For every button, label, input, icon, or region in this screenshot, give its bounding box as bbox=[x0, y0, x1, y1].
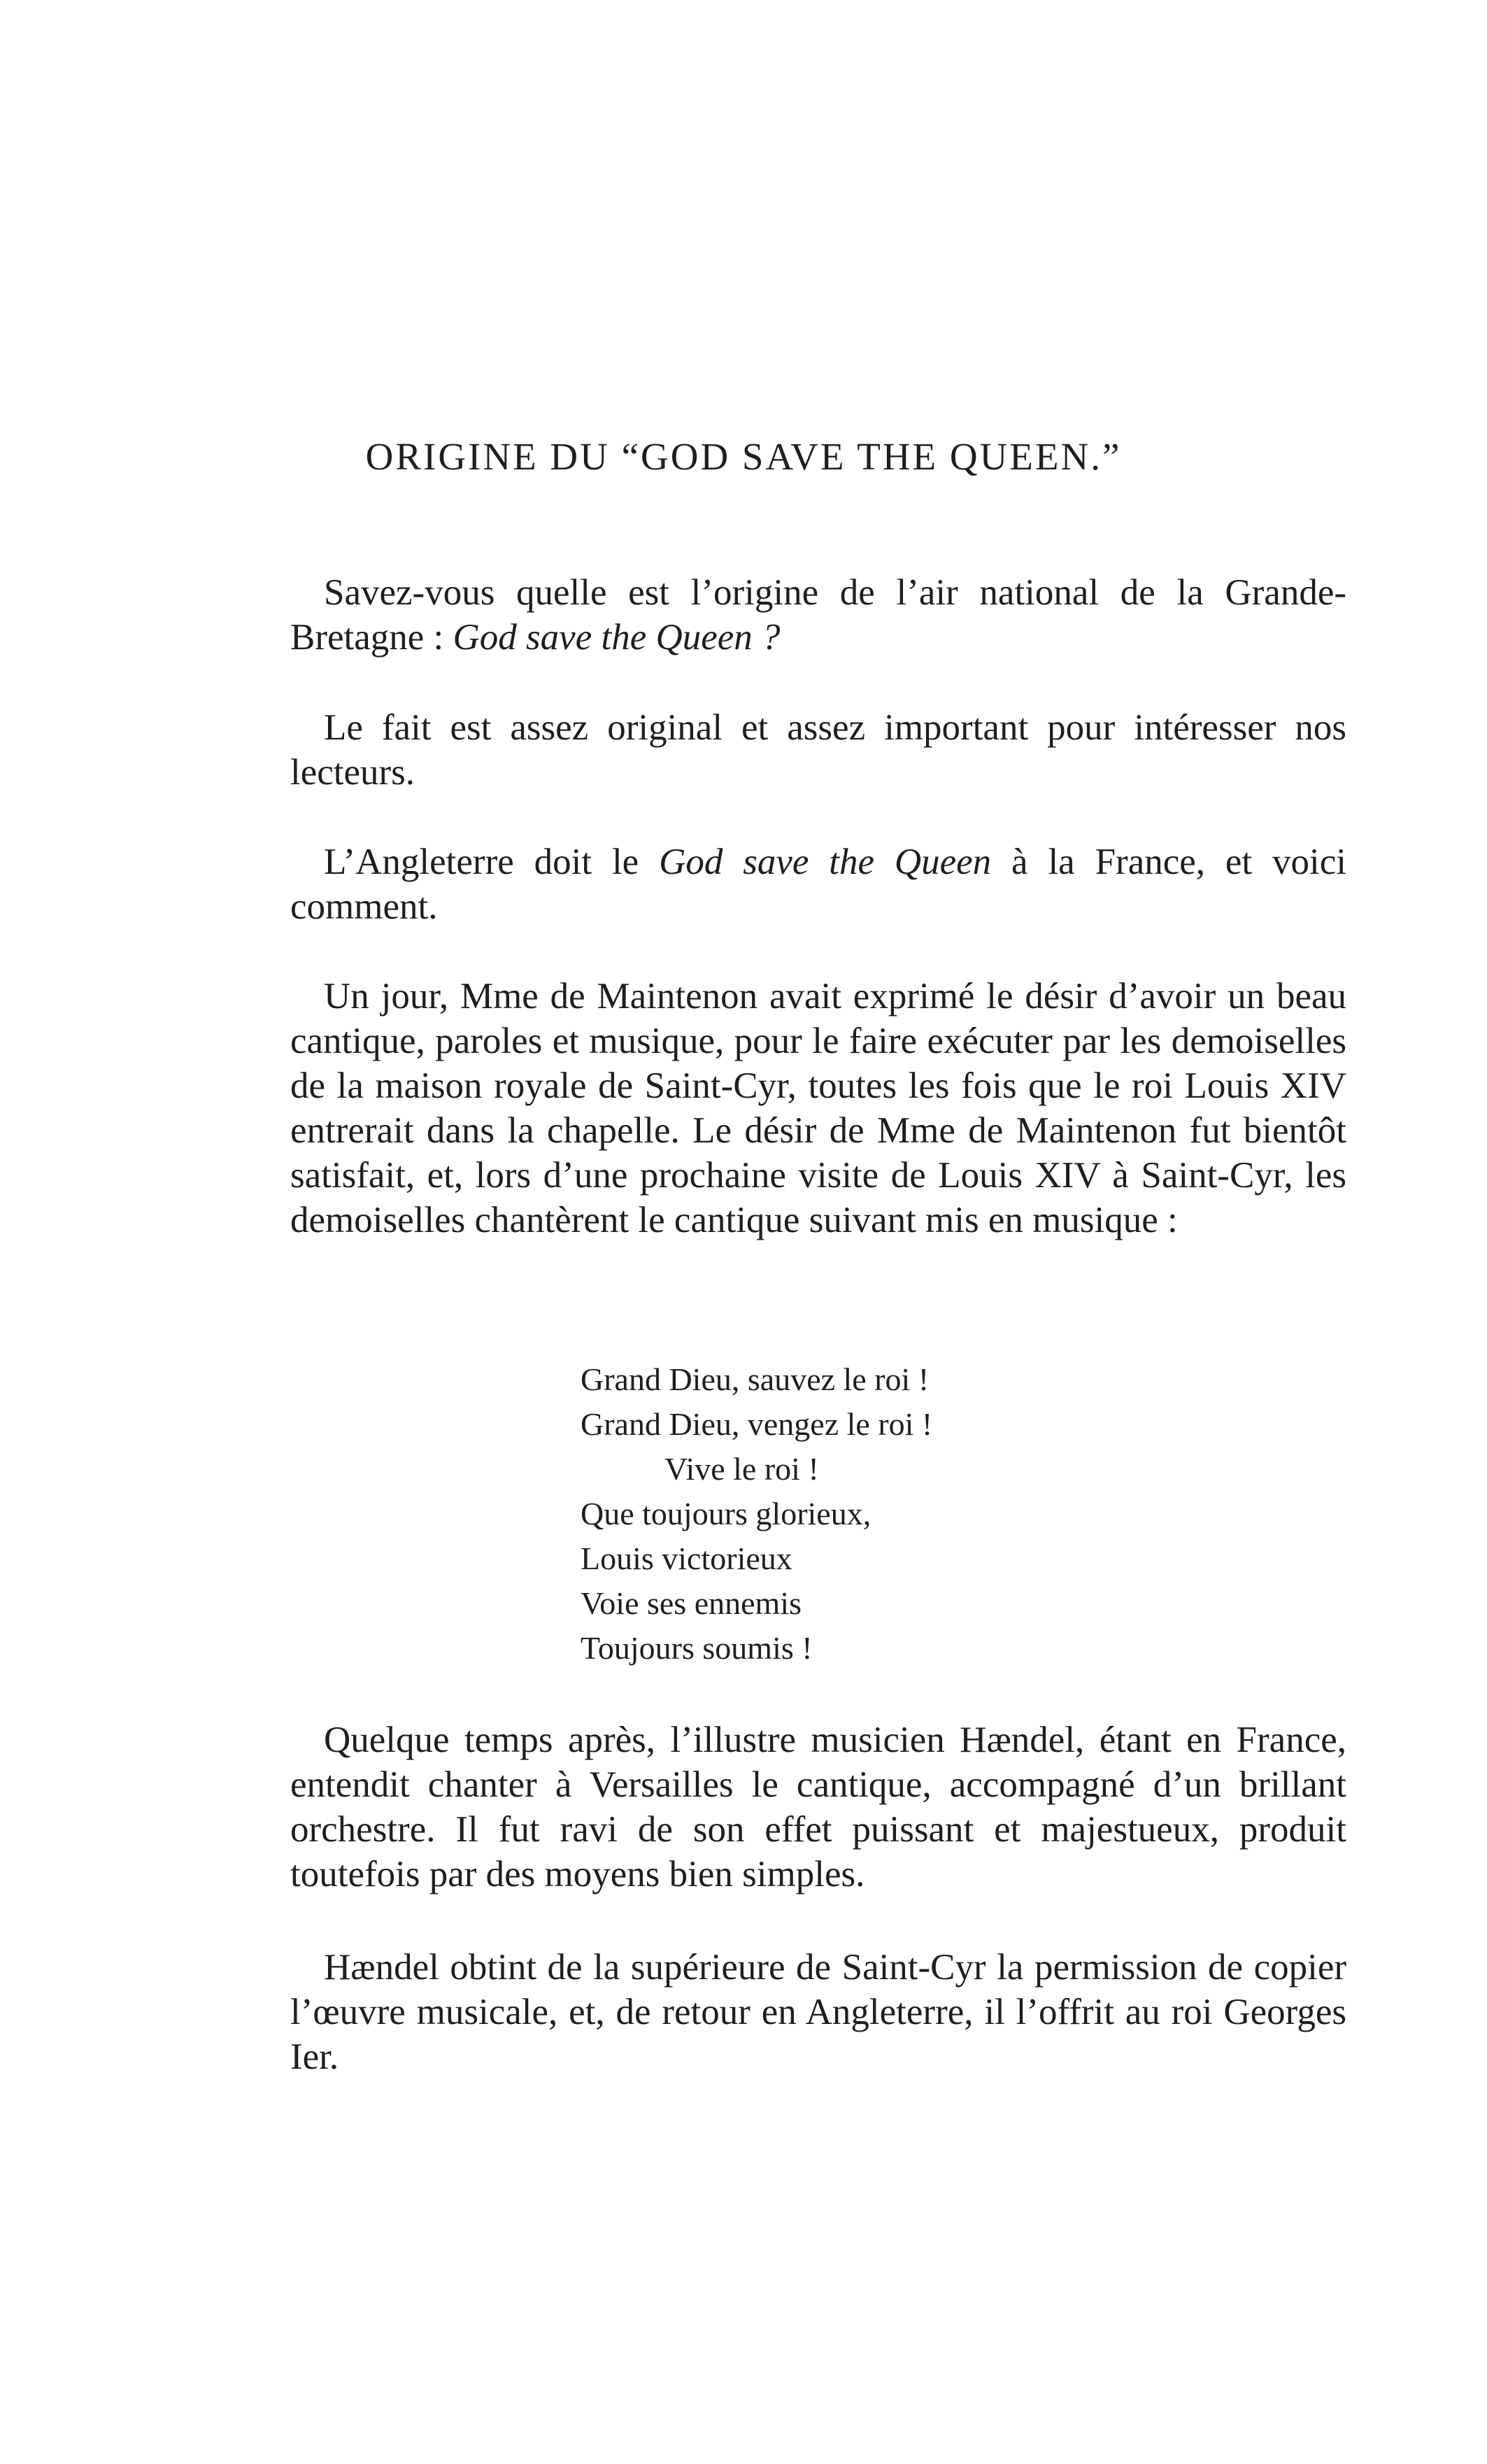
paragraph-england-owes bbox=[290, 840, 1346, 929]
paragraph-haendel-copy bbox=[290, 1945, 1346, 2079]
verse-line: Louis victorieux bbox=[581, 1541, 792, 1576]
paragraph-interest bbox=[290, 705, 1346, 795]
paragraph-text: Hændel obtint de la supérieure de Saint-Cyr la permission de copier l’œuvre musicale, et, de retour en Angleterre, il l’offrit au roi Georges Ier. bbox=[290, 1947, 1346, 2077]
paragraph-text: Le fait est assez original et assez important pour intéresser nos lecteurs. bbox=[290, 707, 1346, 793]
paragraph-text: à la France, et voici comment. bbox=[290, 842, 1346, 927]
verse-line: Voie ses ennemis bbox=[581, 1585, 802, 1621]
verse-line: Grand Dieu, vengez le roi ! bbox=[581, 1406, 933, 1442]
verse-line: Vive le roi ! bbox=[664, 1451, 819, 1487]
italic-title: God save the Queen bbox=[659, 842, 992, 882]
verse-line: Grand Dieu, sauvez le roi ! bbox=[581, 1361, 930, 1397]
paragraph-text: Savez-vous quelle est l’origine de l’air national de la Grande-Bretagne : bbox=[290, 572, 1346, 658]
italic-title: God save the Queen ? bbox=[453, 617, 781, 658]
page-title: ORIGINE DU “GOD SAVE THE QUEEN.” bbox=[365, 435, 1122, 478]
paragraph-text: L’Angleterre doit le bbox=[324, 842, 660, 882]
paragraph-maintenon bbox=[290, 974, 1346, 1242]
verse-block bbox=[581, 1357, 932, 1671]
paragraph-haendel bbox=[290, 1718, 1346, 1897]
paragraph-text: Quelque temps après, l’illustre musicien Hændel, étant en France, entendit chanter à Versailles le cantique, accompagné d’un brillant orchestre. Il fut ravi de son effet puissant et majestueux, produit toutefois par des moyens bien simples. bbox=[290, 1720, 1346, 1895]
paragraph-origin-question bbox=[290, 570, 1346, 660]
paragraph-text: Un jour, Mme de Maintenon avait exprimé le désir d’avoir un beau cantique, paroles et musique, pour le faire exécuter par les demoiselles de la maison royale de Saint-Cyr, toutes les fois que le roi Louis XIV entrerait dans la chapelle. Le désir de Mme de Maintenon fut bientôt satisfait, et, lors d’une prochaine visite de Louis XIV à Saint-Cyr, les demoiselles chantèrent le cantique suivant mis en musique : bbox=[290, 976, 1346, 1240]
verse-line: Que toujours glorieux, bbox=[581, 1496, 871, 1531]
verse-line: Toujours soumis ! bbox=[581, 1630, 813, 1666]
